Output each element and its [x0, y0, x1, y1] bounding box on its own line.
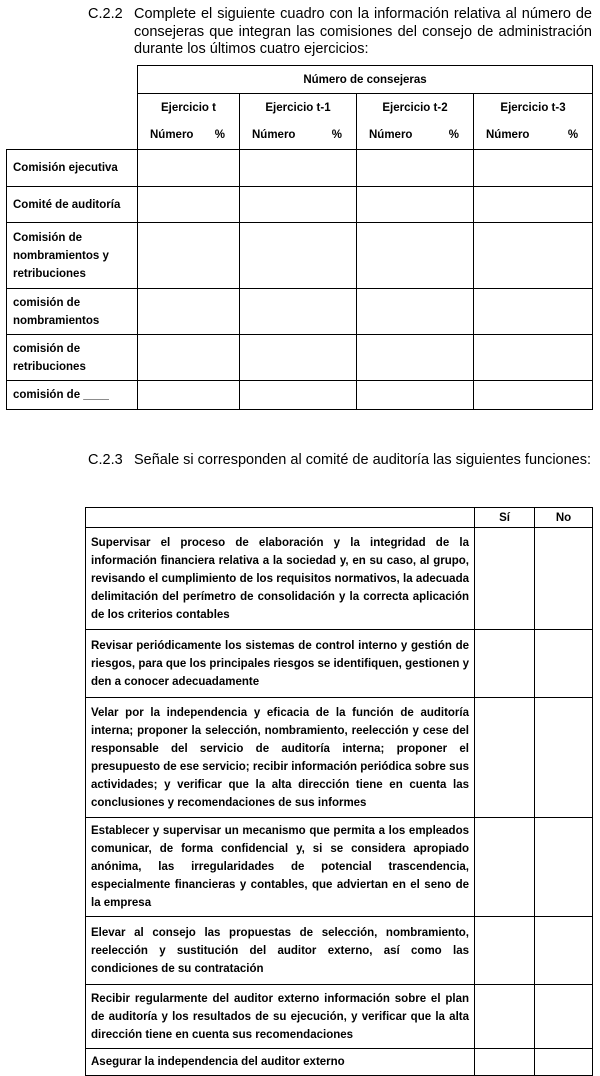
section-number: C.2.2	[88, 6, 123, 22]
row-label: comisión de ____	[7, 381, 138, 410]
data-cell[interactable]	[474, 187, 593, 223]
data-cell[interactable]	[240, 187, 357, 223]
row-label: comisión de retribuciones	[7, 335, 138, 381]
data-cell[interactable]	[474, 223, 593, 289]
data-cell[interactable]	[240, 289, 357, 335]
data-cell[interactable]	[357, 381, 474, 410]
numero-label: Número	[486, 129, 530, 142]
si-cell[interactable]	[475, 630, 535, 698]
section-text: Señale si corresponden al comité de auditoría las siguientes funciones:	[134, 452, 592, 468]
data-cell[interactable]	[357, 289, 474, 335]
corner-empty	[7, 122, 138, 150]
si-cell[interactable]	[475, 818, 535, 917]
data-cell[interactable]	[357, 223, 474, 289]
subheader-cell	[138, 122, 240, 150]
no-cell[interactable]	[535, 698, 593, 818]
si-cell[interactable]	[475, 528, 535, 630]
function-text: Velar por la independencia y eficacia de la función de auditoría interna; proponer la selección, nombramiento, reelección y cese del responsable del servicio de auditoría interna; proponer el presupuesto de ese servicio; recibir información periódica sobre sus actividades; y verificar que la alta dirección tiene en cuenta las conclusiones y recomendaciones de sus informes	[86, 698, 475, 818]
section-c22-heading	[88, 6, 592, 60]
function-text: Elevar al consejo las propuestas de selección, nombramiento, reelección y sustitución del auditor externo, así como las condiciones de su contratación	[86, 917, 475, 985]
year-header: Ejercicio t	[138, 94, 240, 122]
row-label: Comité de auditoría	[7, 187, 138, 223]
row-label: Comisión ejecutiva	[7, 150, 138, 187]
data-cell[interactable]	[474, 150, 593, 187]
data-cell[interactable]	[138, 187, 240, 223]
corner-empty	[7, 94, 138, 122]
data-cell[interactable]	[138, 150, 240, 187]
section-c23-heading	[88, 452, 592, 488]
data-cell[interactable]	[240, 150, 357, 187]
no-cell[interactable]	[535, 985, 593, 1049]
section-number: C.2.3	[88, 452, 123, 468]
subheader-cell	[357, 122, 474, 150]
function-text: Supervisar el proceso de elaboración y la integridad de la información financiera relativa a la sociedad y, en su caso, al grupo, revisando el cumplimiento de los requisitos normativos, la adecuada delimitación del perímetro de consolidación y la correcta aplicación de los criterios contables	[86, 528, 475, 630]
numero-label: Número	[252, 129, 296, 142]
subheader-cell	[240, 122, 357, 150]
year-header: Ejercicio t-1	[240, 94, 357, 122]
data-cell[interactable]	[138, 381, 240, 410]
si-cell[interactable]	[475, 698, 535, 818]
data-cell[interactable]	[357, 335, 474, 381]
funciones-table	[85, 507, 593, 1076]
function-text: Establecer y supervisar un mecanismo que permita a los empleados comunicar, de forma confidencial y, si se considera apropiado anónima, las irregularidades de potencial trascendencia, especialmente financieras y contables, que adviertan en el seno de la empresa	[86, 818, 475, 917]
data-cell[interactable]	[357, 187, 474, 223]
corner-empty	[7, 66, 138, 94]
group-header: Número de consejeras	[138, 66, 593, 94]
section-text: Complete el siguiente cuadro con la información relativa al número de consejeras que integran las comisiones del consejo de administración durante los últimos cuatro ejercicios:	[134, 6, 592, 57]
function-text: Asegurar la independencia del auditor externo	[86, 1049, 475, 1076]
data-cell[interactable]	[240, 335, 357, 381]
data-cell[interactable]	[240, 223, 357, 289]
year-header: Ejercicio t-3	[474, 94, 593, 122]
function-text: Revisar periódicamente los sistemas de control interno y gestión de riesgos, para que los principales riesgos se identifiquen, gestionen y den a conocer adecuadamente	[86, 630, 475, 698]
no-cell[interactable]	[535, 1049, 593, 1076]
numero-label: Número	[369, 129, 413, 142]
data-cell[interactable]	[474, 335, 593, 381]
no-cell[interactable]	[535, 818, 593, 917]
function-header-empty	[86, 508, 475, 528]
data-cell[interactable]	[138, 223, 240, 289]
numero-label: Número	[150, 129, 194, 142]
row-label: comisión de nombramientos	[7, 289, 138, 335]
data-cell[interactable]	[138, 289, 240, 335]
data-cell[interactable]	[357, 150, 474, 187]
subheader-cell	[474, 122, 593, 150]
pct-label: %	[448, 129, 459, 142]
si-cell[interactable]	[475, 917, 535, 985]
si-cell[interactable]	[475, 985, 535, 1049]
pct-label: %	[567, 129, 579, 142]
no-cell[interactable]	[535, 630, 593, 698]
no-header: No	[535, 508, 593, 528]
pct-label: %	[214, 129, 225, 142]
si-header: Sí	[475, 508, 535, 528]
si-cell[interactable]	[475, 1049, 535, 1076]
pct-label: %	[331, 129, 342, 142]
data-cell[interactable]	[474, 381, 593, 410]
data-cell[interactable]	[240, 381, 357, 410]
no-cell[interactable]	[535, 917, 593, 985]
row-label: Comisión de nombramientos y retribuciones	[7, 223, 138, 289]
data-cell[interactable]	[474, 289, 593, 335]
year-header: Ejercicio t-2	[357, 94, 474, 122]
data-cell[interactable]	[138, 335, 240, 381]
consejeras-table	[6, 65, 593, 410]
no-cell[interactable]	[535, 528, 593, 630]
function-text: Recibir regularmente del auditor externo información sobre el plan de auditoría y los resultados de su ejecución, y verificar que la alta dirección tiene en cuenta sus recomendaciones	[86, 985, 475, 1049]
